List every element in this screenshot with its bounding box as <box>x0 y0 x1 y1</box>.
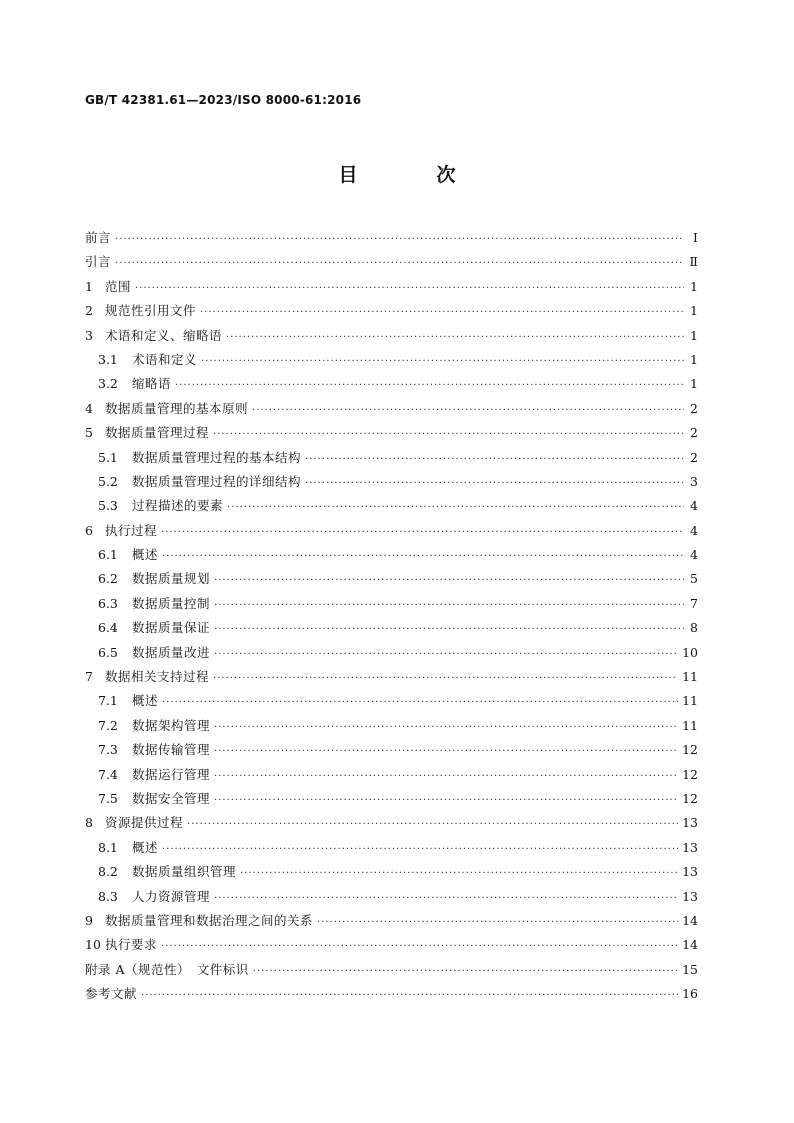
toc-entry[interactable] <box>85 446 698 470</box>
toc-entry-number: 9 <box>85 912 93 928</box>
toc-entry-label: 范围 <box>105 278 132 294</box>
toc-entry[interactable] <box>85 641 698 665</box>
toc-dot-leader <box>240 862 678 886</box>
toc-entry-page: 13 <box>682 888 698 904</box>
toc-entry-label: 数据质量管理过程的详细结构 <box>132 473 302 489</box>
toc-entry-page: 12 <box>682 742 698 758</box>
toc-entry[interactable] <box>85 982 698 1006</box>
toc-dot-leader <box>214 569 684 593</box>
toc-entry-number: 10 <box>85 937 101 953</box>
toc-entry-page: 2 <box>690 449 698 465</box>
toc-dot-leader <box>162 838 678 862</box>
toc-entry-page: 4 <box>690 498 698 514</box>
toc-entry-number: 8 <box>85 815 93 831</box>
toc-dot-leader <box>317 911 678 935</box>
toc-entry[interactable] <box>85 372 698 396</box>
toc-entry[interactable] <box>85 787 698 811</box>
toc-entry-label: 术语和定义 <box>132 351 198 367</box>
toc-entry-label: 数据质量改进 <box>132 644 211 660</box>
toc-entry-label: 数据相关支持过程 <box>105 669 210 685</box>
toc-entry-label: 数据质量管理过程的基本结构 <box>132 449 302 465</box>
toc-entry[interactable] <box>85 860 698 884</box>
toc-entry-label: 数据架构管理 <box>132 717 211 733</box>
toc-entry-page: 14 <box>682 937 698 953</box>
toc-entry-page: Ⅰ <box>693 230 698 245</box>
toc-entry-number: 3.1 <box>98 351 118 367</box>
toc-dot-leader <box>226 326 684 350</box>
toc-entry-number: 6.5 <box>98 644 118 660</box>
toc-entry-number: 6.4 <box>98 620 118 636</box>
toc-entry-page: Ⅱ <box>689 254 698 270</box>
toc-entry-number: 6.2 <box>98 571 118 587</box>
toc-entry-label: 数据质量规划 <box>132 571 211 587</box>
toc-entry[interactable] <box>85 250 698 274</box>
toc-entry-page: 11 <box>682 669 698 685</box>
toc-entry-number: 1 <box>85 278 93 294</box>
toc-entry-label: 数据质量保证 <box>132 620 211 636</box>
toc-entry-page: 12 <box>682 790 698 806</box>
toc-entry[interactable] <box>85 299 698 323</box>
toc-dot-leader <box>187 813 678 837</box>
toc-entry-label: 数据质量管理过程 <box>105 425 210 441</box>
toc-dot-leader <box>253 960 678 984</box>
toc-entry[interactable] <box>85 933 698 957</box>
toc-entry[interactable] <box>85 836 698 860</box>
toc-entry-number: 4 <box>85 400 93 416</box>
toc-entry-page: 10 <box>682 644 698 660</box>
toc-entry[interactable] <box>85 592 698 616</box>
toc-entry[interactable] <box>85 567 698 591</box>
toc-entry[interactable] <box>85 226 698 250</box>
toc-entry-page: 3 <box>690 473 698 489</box>
toc-entry-label: 前言 <box>85 230 112 245</box>
toc-entry-page: 7 <box>690 595 698 611</box>
toc-entry-page: 1 <box>690 327 698 343</box>
toc-entry-number: 7.1 <box>98 693 118 709</box>
toc-dot-leader <box>213 423 684 447</box>
toc-entry[interactable] <box>85 348 698 372</box>
toc-entry-label: 数据质量管理的基本原则 <box>105 400 249 416</box>
toc-dot-leader <box>305 472 684 496</box>
toc-dot-leader <box>252 399 684 423</box>
toc-entry-page: 15 <box>682 961 698 977</box>
toc-entry-page: 1 <box>690 303 698 319</box>
toc-entry-label: 概述 <box>132 693 159 709</box>
toc-entry[interactable] <box>85 494 698 518</box>
toc-entry[interactable] <box>85 470 698 494</box>
toc-entry[interactable] <box>85 543 698 567</box>
toc-entry-page: 8 <box>690 620 698 636</box>
toc-entry-number: 6.1 <box>98 547 118 563</box>
toc-entry-label: 概述 <box>132 547 159 563</box>
toc-entry-label: 引言 <box>85 254 112 270</box>
toc-dot-leader <box>214 887 678 911</box>
toc-entry-page: 1 <box>690 278 698 294</box>
toc-entry-label: 过程描述的要素 <box>132 498 224 514</box>
toc-entry[interactable] <box>85 909 698 933</box>
toc-entry[interactable] <box>85 397 698 421</box>
toc-entry-label: 数据质量组织管理 <box>132 864 237 880</box>
toc-entry-number: 8.3 <box>98 888 118 904</box>
toc-entry-label: 数据传输管理 <box>132 742 211 758</box>
toc-entry-page: 16 <box>682 986 698 1002</box>
toc-entry-number: 5 <box>85 425 93 441</box>
toc-title: 目 次 <box>338 164 486 186</box>
toc-entry-label: 术语和定义、缩略语 <box>105 327 223 343</box>
toc-entry-page: 5 <box>690 571 698 587</box>
toc-entry-label: 参考文献 <box>85 986 138 1002</box>
toc-dot-leader <box>214 594 684 618</box>
toc-entry-number: 6 <box>85 522 93 538</box>
toc-entry-number: 5.3 <box>98 498 118 514</box>
toc-dot-leader <box>214 716 678 740</box>
toc-dot-leader <box>175 374 684 398</box>
toc-entry-page: 13 <box>682 839 698 855</box>
toc-dot-leader <box>200 301 684 325</box>
toc-entry-label: 人力资源管理 <box>132 888 211 904</box>
toc-entry[interactable] <box>85 421 698 445</box>
toc-dot-leader <box>227 496 684 520</box>
toc-entry-number: 5.1 <box>98 449 118 465</box>
toc-dot-leader <box>161 521 684 545</box>
toc-entry[interactable] <box>85 763 698 787</box>
toc-entry-number: 7.5 <box>98 790 118 806</box>
toc-entry-number: 3 <box>85 327 93 343</box>
toc-entry-label: 资源提供过程 <box>105 815 184 831</box>
toc-entry-label: 数据质量管理和数据治理之间的关系 <box>105 912 314 928</box>
toc-entry[interactable] <box>85 616 698 640</box>
toc-entry-page: 1 <box>690 351 698 367</box>
toc-dot-leader <box>305 448 684 472</box>
standard-id-header: GB/T 42381.61—2023/ISO 8000-61:2016 <box>85 93 362 107</box>
toc-entry-label: 附录 A（规范性） 文件标识 <box>85 961 249 977</box>
toc-entry[interactable] <box>85 519 698 543</box>
toc-entry[interactable] <box>85 324 698 348</box>
toc-entry[interactable] <box>85 275 698 299</box>
toc-entry-page: 1 <box>690 376 698 392</box>
toc-dot-leader <box>213 667 678 691</box>
toc-entry[interactable] <box>85 885 698 909</box>
toc-entry-page: 13 <box>682 815 698 831</box>
toc-entry-number: 7 <box>85 669 93 685</box>
toc-dot-leader <box>162 545 684 569</box>
toc-dot-leader <box>115 252 684 276</box>
toc-entry-number: 8.2 <box>98 864 118 880</box>
toc-entry-label: 执行过程 <box>105 522 158 538</box>
toc-entry-label: 数据安全管理 <box>132 790 211 806</box>
toc-entry-number: 6.3 <box>98 595 118 611</box>
toc-entry-number: 3.2 <box>98 376 118 392</box>
toc-dot-leader <box>214 765 678 789</box>
toc-entry[interactable] <box>85 665 698 689</box>
toc-dot-leader <box>141 984 678 1008</box>
toc-entry-number: 2 <box>85 303 93 319</box>
toc-entry[interactable] <box>85 714 698 738</box>
toc-entry-label: 概述 <box>132 839 159 855</box>
toc-dot-leader <box>135 277 684 301</box>
toc-entry-page: 12 <box>682 766 698 782</box>
toc-entry-number: 8.1 <box>98 839 118 855</box>
toc-entry-page: 2 <box>690 400 698 416</box>
toc-entry-label: 规范性引用文件 <box>105 303 197 319</box>
toc-dot-leader <box>201 350 684 374</box>
toc-entry-page: 14 <box>682 912 698 928</box>
toc-entry-number: 5.2 <box>98 473 118 489</box>
toc-entry-page: 2 <box>690 425 698 441</box>
toc-entry-page: 4 <box>690 522 698 538</box>
toc-dot-leader <box>214 789 678 813</box>
toc-entry[interactable] <box>85 811 698 835</box>
toc-entry-page: 11 <box>682 693 698 709</box>
toc-entry-label: 执行要求 <box>105 937 158 953</box>
toc-entry[interactable] <box>85 689 698 713</box>
toc-entry-page: 11 <box>682 717 698 733</box>
toc-dot-leader <box>214 740 678 764</box>
toc-entry-number: 7.2 <box>98 717 118 733</box>
table-of-contents <box>85 226 698 1007</box>
toc-entry-label: 缩略语 <box>132 376 172 392</box>
toc-entry-page: 13 <box>682 864 698 880</box>
toc-entry-label: 数据运行管理 <box>132 766 211 782</box>
toc-entry-number: 7.4 <box>98 766 118 782</box>
toc-dot-leader <box>162 691 678 715</box>
toc-entry-number: 7.3 <box>98 742 118 758</box>
toc-dot-leader <box>214 643 678 667</box>
toc-entry[interactable] <box>85 738 698 762</box>
toc-entry[interactable] <box>85 958 698 982</box>
toc-dot-leader <box>214 618 684 642</box>
toc-entry-label: 数据质量控制 <box>132 595 211 611</box>
toc-dot-leader <box>115 228 684 252</box>
toc-entry-page: 4 <box>690 547 698 563</box>
toc-dot-leader <box>161 935 678 959</box>
